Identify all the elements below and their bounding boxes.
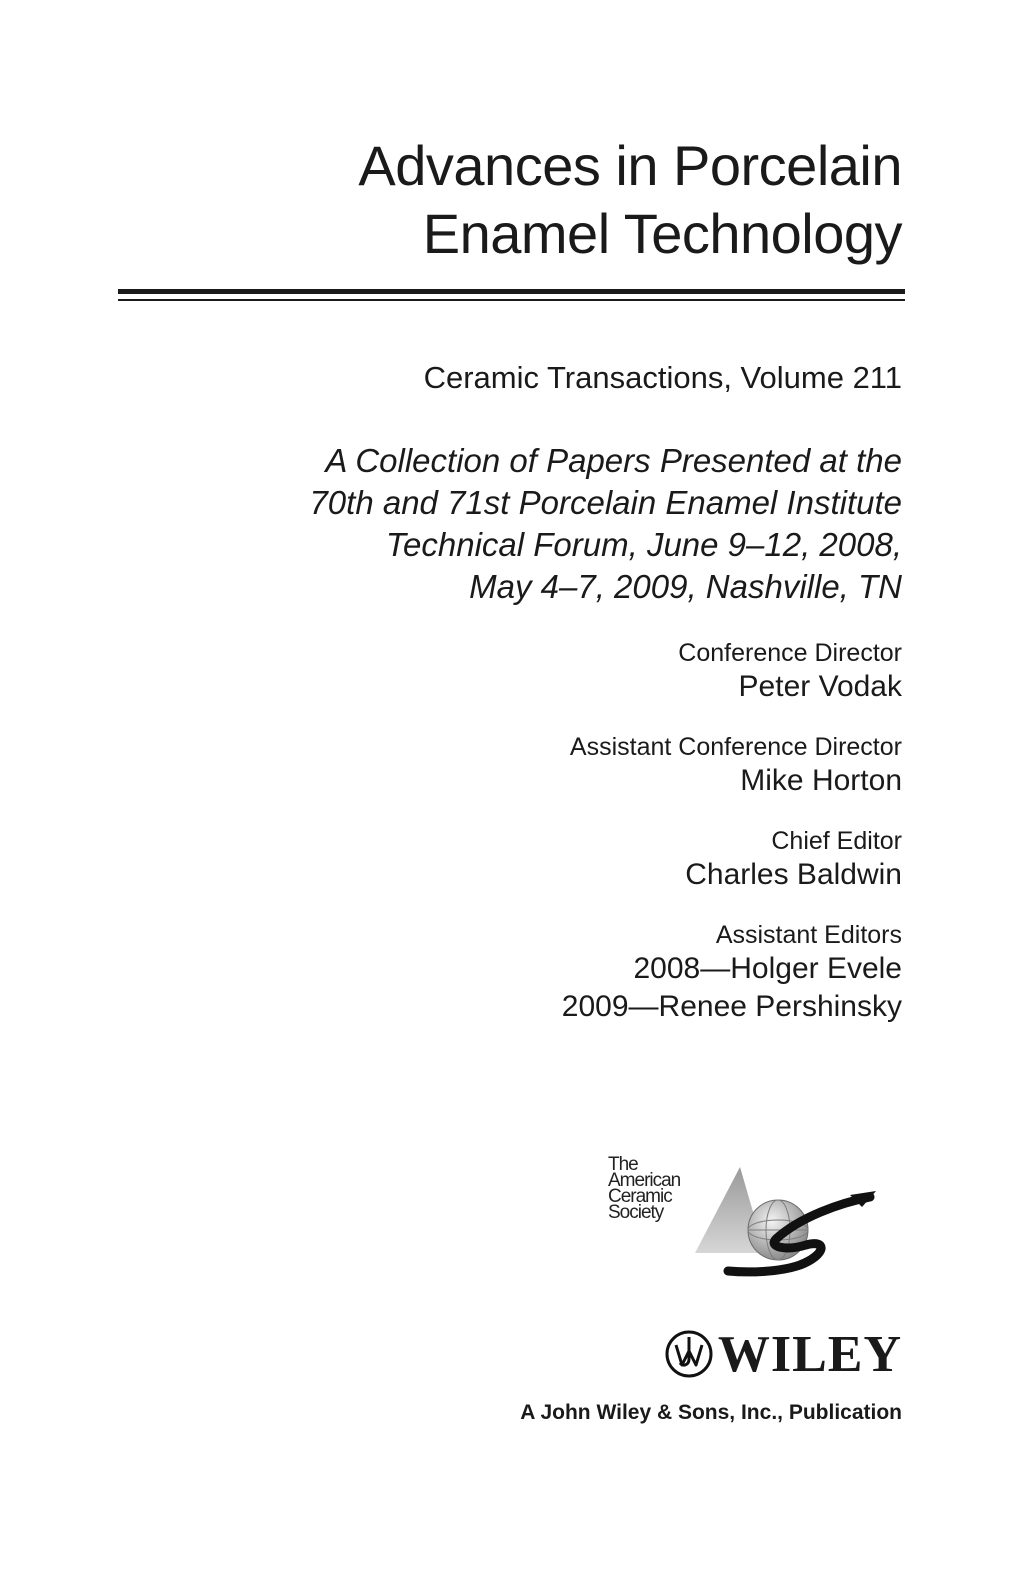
chief-editor-name: Charles Baldwin <box>685 858 902 891</box>
acers-logo-line-4: Society <box>608 1202 664 1223</box>
chief-editor-role: Chief Editor <box>771 827 902 855</box>
acers-logo-text <box>608 1154 681 1223</box>
wiley-wordmark: WILEY <box>717 1325 902 1383</box>
title-rule-thick <box>118 289 905 294</box>
publication-line: A John Wiley & Sons, Inc., Publication <box>520 1401 902 1424</box>
book-title-line-1: Advances in Porcelain <box>358 134 902 197</box>
assistant-editor-2008: 2008—Holger Evele <box>633 952 902 985</box>
assistant-editor-2009: 2009—Renee Pershinsky <box>561 990 902 1023</box>
wiley-monogram-icon <box>664 1329 714 1379</box>
collection-line-4: May 4–7, 2009, Nashville, TN <box>469 568 902 605</box>
assistant-director-name: Mike Horton <box>740 764 902 797</box>
collection-line-3: Technical Forum, June 9–12, 2008, <box>385 526 902 563</box>
wiley-logo <box>664 1326 902 1382</box>
conference-director-name: Peter Vodak <box>738 670 902 703</box>
acers-logo-line-1: The <box>608 1154 638 1175</box>
conference-director-role: Conference Director <box>678 639 902 667</box>
assistant-director-role: Assistant Conference Director <box>569 733 902 761</box>
book-title <box>358 132 902 268</box>
book-title-line-2: Enamel Technology <box>422 202 902 265</box>
title-rule-thin <box>118 299 905 301</box>
acers-logo-line-3: Ceramic <box>608 1186 672 1207</box>
series-line: Ceramic Transactions, Volume 211 <box>423 360 902 395</box>
acers-logo <box>600 1155 910 1285</box>
acers-logo-line-2: American <box>608 1170 681 1191</box>
credits <box>562 638 902 1026</box>
collection-line-2: 70th and 71st Porcelain Enamel Institute <box>309 484 902 521</box>
collection-line-1: A Collection of Papers Presented at the <box>325 442 902 479</box>
collection-description <box>309 440 902 608</box>
assistant-editors-role: Assistant Editors <box>715 921 902 949</box>
